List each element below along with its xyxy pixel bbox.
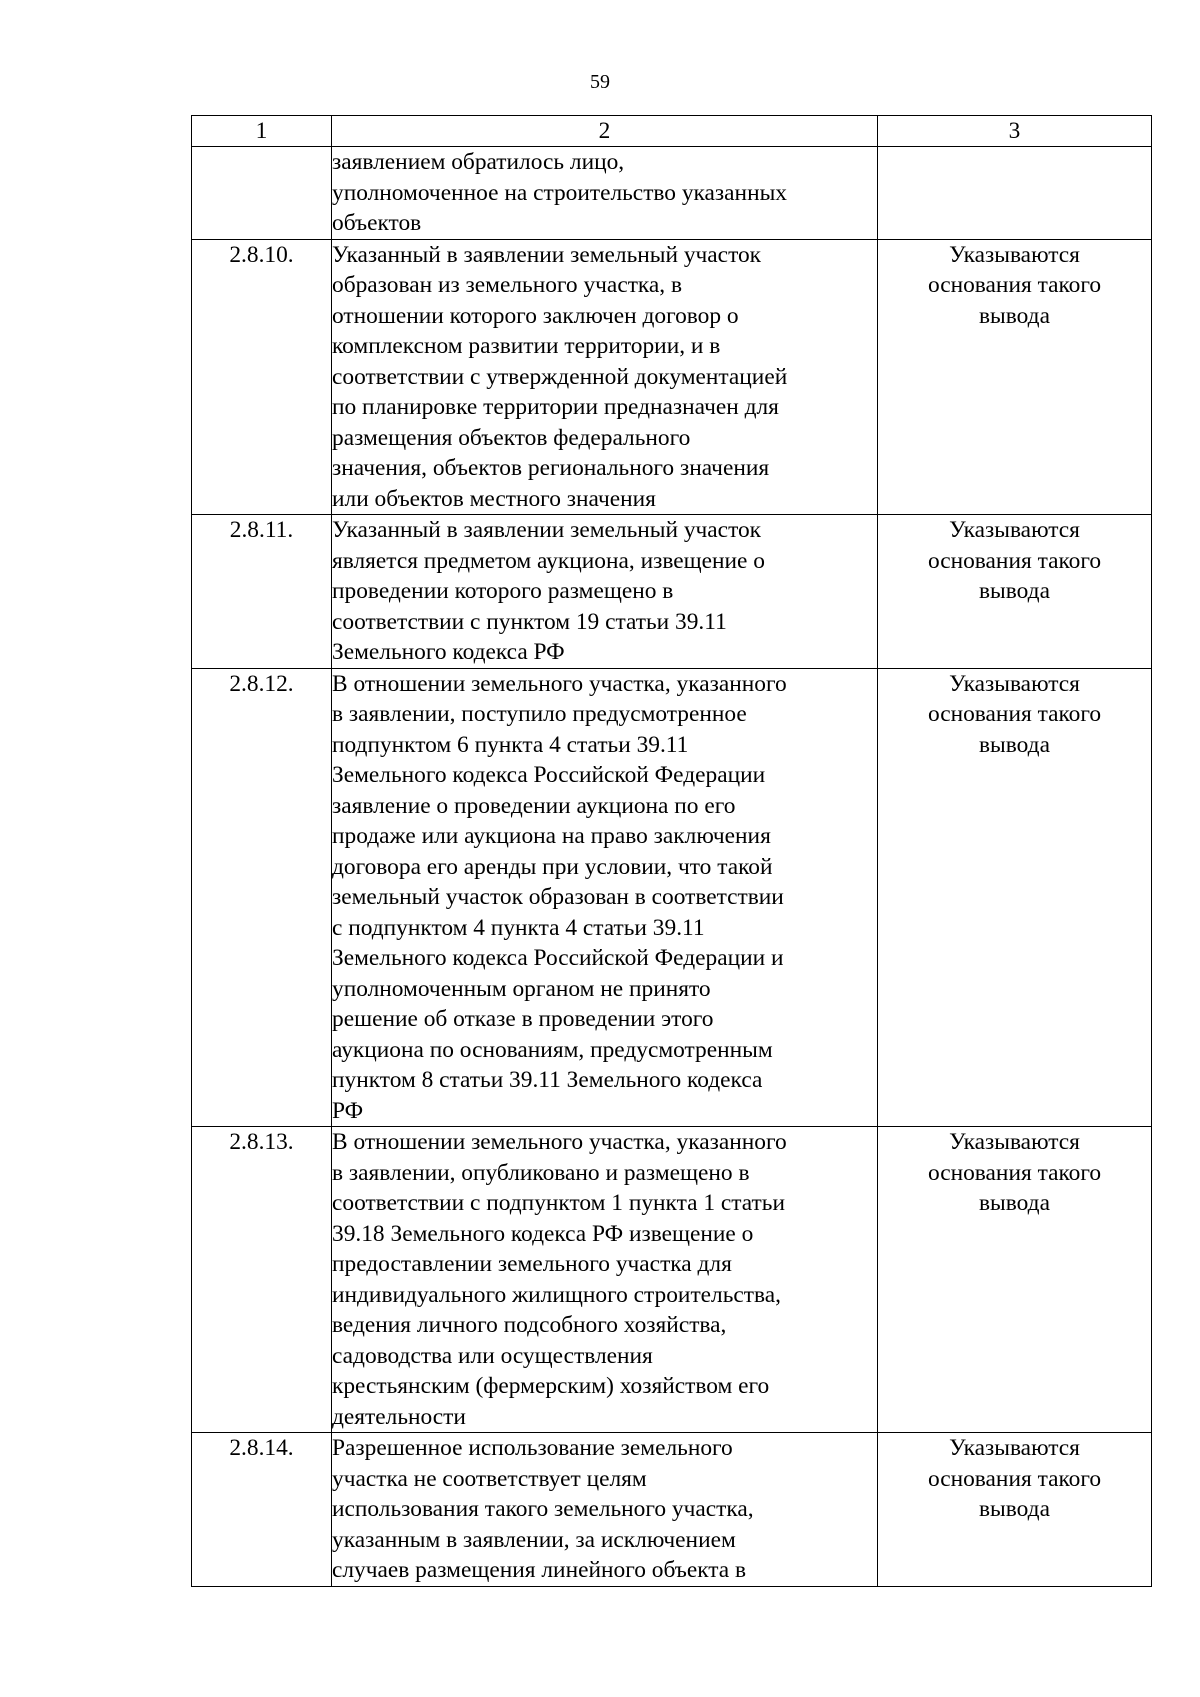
- item-description: [332, 515, 878, 669]
- description-line: аукциона по основаниям, предусмотренным: [332, 1036, 773, 1063]
- description-line: в заявлении, опубликовано и размещено в: [332, 1159, 750, 1186]
- column-header: 3: [878, 116, 1152, 147]
- note-line: основания такого: [927, 547, 1102, 574]
- description-line: в заявлении, поступило предусмотренное: [332, 701, 747, 727]
- item-note: [878, 515, 1152, 669]
- item-description: [332, 239, 878, 515]
- description-line: В отношении земельного участка, указанного: [332, 1129, 787, 1155]
- description-line: указанным в заявлении, за исключением: [332, 1526, 736, 1553]
- requirements-table: [191, 115, 1152, 1587]
- page-number: 59: [590, 71, 610, 93]
- description-line: пунктом 8 статьи 39.11 Земельного кодекса: [332, 1067, 763, 1093]
- note-line: основания такого: [927, 701, 1102, 727]
- description-line: индивидуального жилищного строительства,: [332, 1281, 781, 1308]
- description-line: Земельного кодекса Российской Федерации и: [332, 945, 784, 971]
- note-line: Указываются: [949, 1129, 1080, 1155]
- description-line: по планировке территории предназначен для: [332, 394, 779, 420]
- description-line: продаже или аукциона на право заключения: [332, 823, 771, 849]
- table-row: [192, 668, 1152, 1127]
- item-description: [332, 668, 878, 1127]
- note-line: вывода: [979, 731, 1050, 758]
- description-line: образован из земельного участка, в: [332, 272, 683, 298]
- description-line: Указанный в заявлении земельный участок: [332, 517, 762, 543]
- description-line: проведении которого размещено в: [332, 578, 674, 604]
- item-note: [878, 1433, 1152, 1587]
- table-row: [192, 239, 1152, 515]
- description-line: отношении которого заключен договор о: [332, 302, 739, 329]
- item-description: [332, 1127, 878, 1433]
- description-line: уполномоченным органом не принято: [332, 975, 711, 1002]
- description-line: 39.18 Земельного кодекса РФ извещение о: [332, 1220, 754, 1247]
- description-line: размещения объектов федерального: [332, 424, 691, 451]
- description-line: уполномоченное на строительство указанных: [332, 179, 787, 206]
- item-note: [878, 239, 1152, 515]
- description-line: В отношении земельного участка, указанного: [332, 670, 787, 697]
- description-line: комплексном развитии территории, и в: [332, 333, 721, 359]
- item-number: 2.8.14.: [192, 1433, 332, 1587]
- item-description: [332, 1433, 878, 1587]
- item-number: 2.8.12.: [192, 668, 332, 1127]
- description-line: крестьянским (фермерским) хозяйством его: [332, 1373, 770, 1399]
- description-line: использования такого земельного участка,: [332, 1496, 754, 1522]
- description-line: является предметом аукциона, извещение о: [332, 547, 765, 574]
- note-line: Указываются: [949, 517, 1080, 543]
- item-note: [878, 1127, 1152, 1433]
- description-line: подпунктом 6 пункта 4 статьи 39.11: [332, 731, 689, 758]
- note-line: Указываются: [949, 670, 1080, 697]
- table-header-row: [192, 116, 1152, 147]
- column-header: 2: [332, 116, 878, 147]
- description-line: Земельного кодекса Российской Федерации: [332, 762, 766, 788]
- description-line: Земельного кодекса РФ: [332, 639, 565, 665]
- description-line: РФ: [332, 1097, 364, 1124]
- description-line: участка не соответствует целям: [332, 1465, 647, 1492]
- item-number: 2.8.13.: [192, 1127, 332, 1433]
- description-line: или объектов местного значения: [332, 485, 656, 512]
- note-line: вывода: [979, 1496, 1050, 1522]
- description-line: решение об отказе в проведении этого: [332, 1006, 714, 1032]
- item-number: [192, 147, 332, 240]
- table-row: [192, 1127, 1152, 1433]
- description-line: объектов: [332, 210, 422, 236]
- description-line: соответствии с пунктом 19 статьи 39.11: [332, 608, 727, 635]
- table-row: [192, 147, 1152, 240]
- note-line: вывода: [979, 578, 1050, 604]
- column-header: 1: [192, 116, 332, 147]
- description-line: соответствии с подпунктом 1 пункта 1 статьи: [332, 1190, 785, 1216]
- description-line: с подпунктом 4 пункта 4 статьи 39.11: [332, 914, 705, 941]
- item-note: [878, 147, 1152, 240]
- note-line: основания такого: [927, 272, 1102, 298]
- description-line: деятельности: [332, 1403, 466, 1430]
- description-line: соответствии с утвержденной документацией: [332, 363, 788, 390]
- table-row: [192, 515, 1152, 669]
- note-line: вывода: [979, 1190, 1050, 1216]
- description-line: договора его аренды при условии, что такой: [332, 853, 773, 880]
- description-line: Указанный в заявлении земельный участок: [332, 241, 762, 268]
- description-line: случаев размещения линейного объекта в: [332, 1557, 747, 1583]
- note-line: Указываются: [949, 1435, 1080, 1461]
- note-line: вывода: [979, 302, 1050, 329]
- description-line: Разрешенное использование земельного: [332, 1435, 733, 1461]
- description-line: заявлением обратилось лицо,: [332, 149, 625, 175]
- description-line: ведения личного подсобного хозяйства,: [332, 1312, 727, 1338]
- item-description: [332, 147, 878, 240]
- description-line: заявление о проведении аукциона по его: [332, 792, 736, 819]
- note-line: основания такого: [927, 1465, 1102, 1492]
- note-line: Указываются: [949, 241, 1080, 268]
- description-line: земельный участок образован в соответствии: [332, 884, 784, 910]
- description-line: предоставлении земельного участка для: [332, 1251, 732, 1277]
- table-row: [192, 1433, 1152, 1587]
- note-line: основания такого: [927, 1159, 1102, 1186]
- item-number: 2.8.11.: [192, 515, 332, 669]
- item-number: 2.8.10.: [192, 239, 332, 515]
- description-line: садоводства или осуществления: [332, 1342, 653, 1369]
- item-note: [878, 668, 1152, 1127]
- description-line: значения, объектов регионального значения: [332, 455, 770, 481]
